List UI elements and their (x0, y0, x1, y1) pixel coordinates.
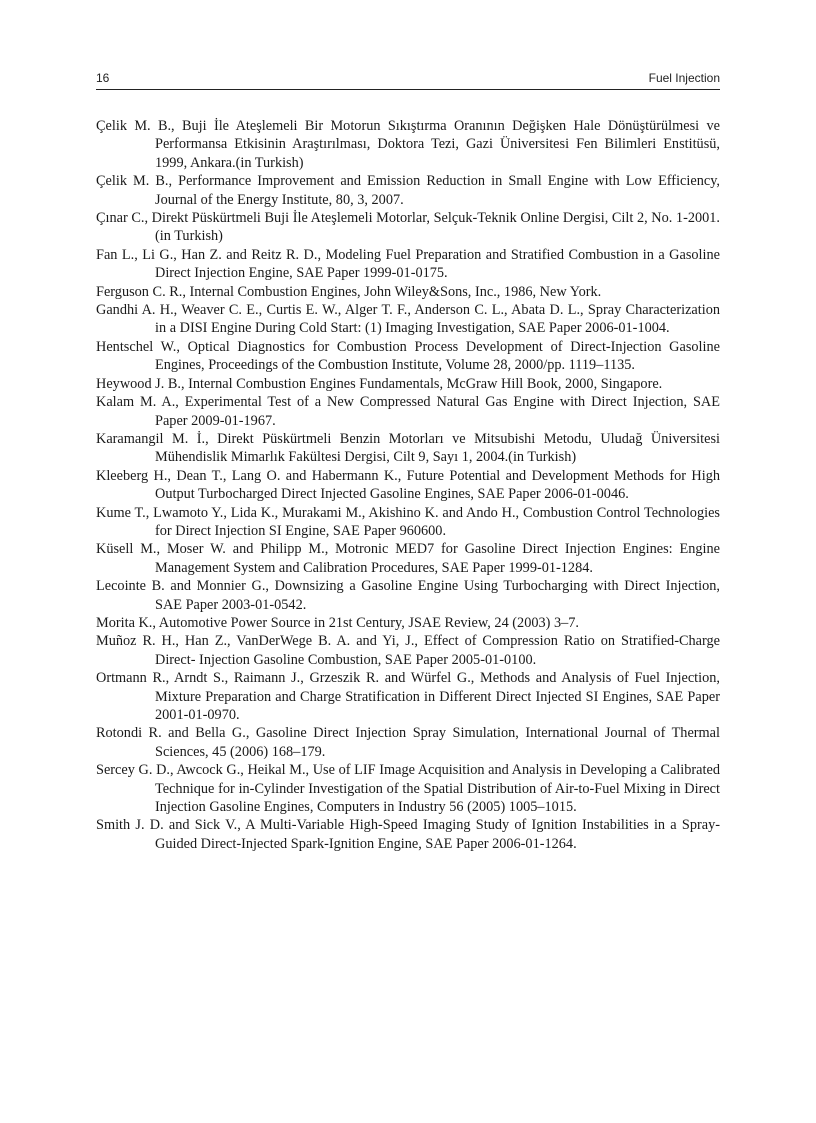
running-title: Fuel Injection (648, 71, 720, 85)
page-header (96, 71, 720, 89)
reference-entry: Smith J. D. and Sick V., A Multi-Variable High-Speed Imaging Study of Ignition Instabilities in a Spray-Guided Direct-Injected Spark-Ignition Engine, SAE Paper 2006-01-1264. (96, 817, 720, 852)
reference-entry: Küsell M., Moser W. and Philipp M., Motronic MED7 for Gasoline Direct Injection Engines: Engine Management System and Calibration Procedures, SAE Paper 1999-01-1284. (96, 541, 720, 576)
reference-entry: Hentschel W., Optical Diagnostics for Combustion Process Development of Direct-Injection Gasoline Engines, Proceedings of the Combustion Institute, Volume 28, 2000/pp. 1119–1135. (96, 338, 720, 374)
reference-entry: Çınar C., Direkt Püskürtmeli Buji İle Ateşlemeli Motorlar, Selçuk-Teknik Online Dergisi, Cilt 2, No. 1-2001.(in Turkish) (96, 210, 720, 245)
reference-entry: Karamangil M. İ., Direkt Püskürtmeli Benzin Motorları ve Mitsubishi Metodu, Uludağ Üniversitesi Mühendislik Mimarlık Fakültesi Dergisi, Cilt 9, Sayı 1, 2004.(in Turkish) (96, 430, 720, 466)
reference-entry: Kalam M. A., Experimental Test of a New Compressed Natural Gas Engine with Direct Injection, SAE Paper 2009-01-1967. (96, 394, 720, 429)
reference-entry: Heywood J. B., Internal Combustion Engines Fundamentals, McGraw Hill Book, 2000, Singapore. (96, 375, 663, 392)
reference-entry: Ortmann R., Arndt S., Raimann J., Grzeszik R. and Würfel G., Methods and Analysis of Fuel Injection, Mixture Preparation and Charge Stratification in Different Direct Injected SI Engines, SAE Paper 2001-01-0970. (96, 670, 720, 723)
reference-list (96, 117, 720, 853)
reference-entry: Kume T., Lwamoto Y., Lida K., Murakami M., Akishino K. and Ando H., Combustion Control Technologies for Direct Injection SI Engine, SAE Paper 960600. (96, 504, 720, 539)
reference-entry: Gandhi A. H., Weaver C. E., Curtis E. W., Alger T. F., Anderson C. L., Abata D. L., Spray Characterization in a DISI Engine During Cold Start: (1) Imaging Investigation, SAE Paper 2006-01-1004. (96, 302, 720, 337)
reference-entry: Çelik M. B., Buji İle Ateşlemeli Bir Motorun Sıkıştırma Oranının Değişken Hale Dönüştürülmesi ve Performansa Etkisinin Araştırılması, Doktora Tezi, Gazi Üniversitesi Fen Bilimleri Enstitüsü, 1999, Ankara.(in Turkish) (96, 118, 720, 171)
reference-entry: Muñoz R. H., Han Z., VanDerWege B. A. and Yi, J., Effect of Compression Ratio on Stratified-Charge Direct- Injection Gasoline Combustion, SAE Paper 2005-01-0100. (96, 633, 720, 668)
reference-entry: Morita K., Automotive Power Source in 21st Century, JSAE Review, 24 (2003) 3–7. (96, 614, 580, 631)
header-rule (96, 89, 720, 90)
reference-entry: Lecointe B. and Monnier G., Downsizing a Gasoline Engine Using Turbocharging with Direct Injection, SAE Paper 2003-01-0542. (96, 578, 720, 613)
reference-entry: Kleeberg H., Dean T., Lang O. and Habermann K., Future Potential and Development Methods for High Output Turbocharged Direct Injected Gasoline Engines, SAE Paper 2006-01-0046. (96, 467, 720, 503)
reference-entry: Ferguson C. R., Internal Combustion Engines, John Wiley&Sons, Inc., 1986, New York. (96, 283, 602, 300)
page-number: 16 (96, 71, 110, 85)
reference-entry: Sercey G. D., Awcock G., Heikal M., Use of LIF Image Acquisition and Analysis in Developing a Calibrated Technique for in-Cylinder Investigation of the Spatial Distribution of Air-to-Fuel Mixing in Direct Injection Gasoline Engines, Computers in Industry 56 (2005) 1005–1015. (96, 762, 720, 816)
reference-entry: Çelik M. B., Performance Improvement and Emission Reduction in Small Engine with Low Efficiency, Journal of the Energy Institute, 80, 3, 2007. (96, 173, 720, 208)
reference-entry: Fan L., Li G., Han Z. and Reitz R. D., Modeling Fuel Preparation and Stratified Combustion in a Gasoline Direct Injection Engine, SAE Paper 1999-01-0175. (96, 246, 720, 282)
reference-entry: Rotondi R. and Bella G., Gasoline Direct Injection Spray Simulation, International Journal of Thermal Sciences, 45 (2006) 168–179. (96, 725, 720, 760)
